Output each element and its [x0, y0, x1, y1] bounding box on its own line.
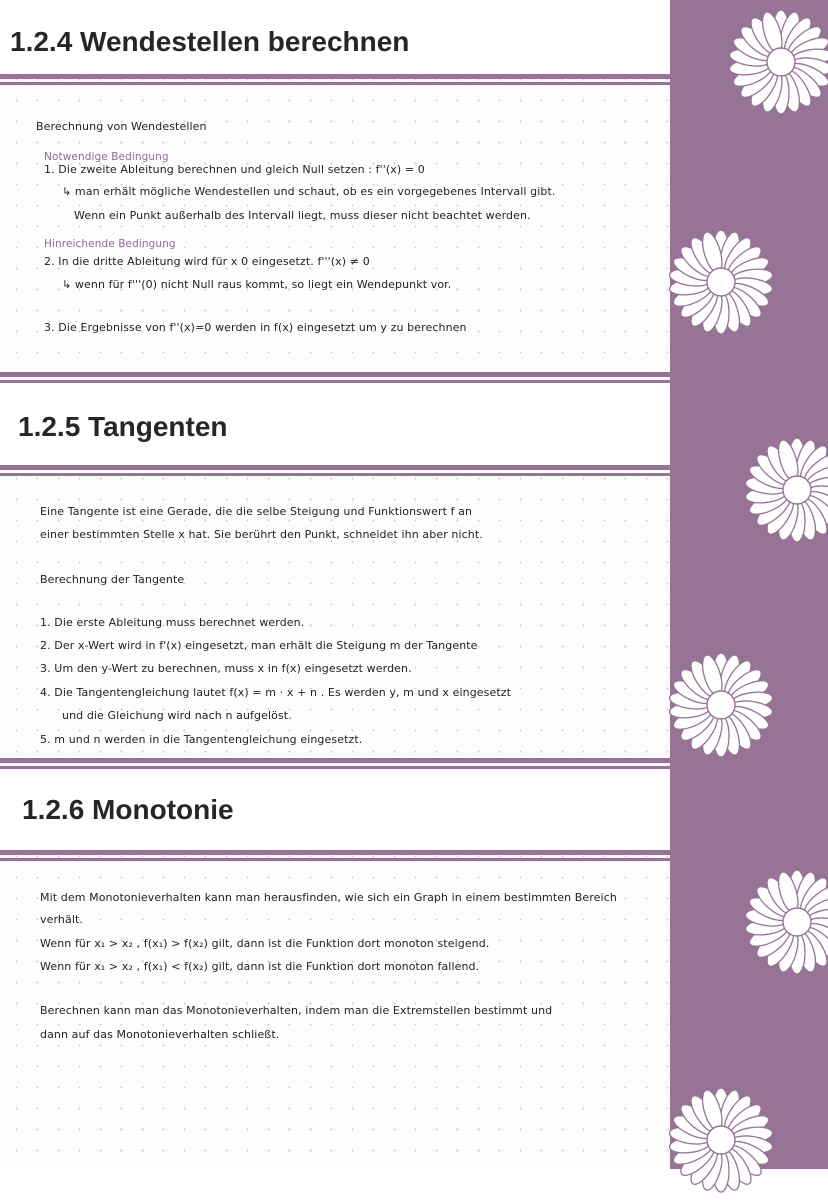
note-line: 1. Die erste Ableitung muss berechnet werden.	[40, 616, 305, 629]
divider	[0, 473, 670, 476]
section-title: 1.2.5 Tangenten	[18, 411, 228, 442]
note-line: einer bestimmten Stelle x hat. Sie berührt den Punkt, schneidet ihn aber nicht.	[40, 528, 483, 541]
flower-icon	[742, 860, 828, 985]
note-line: Wenn ein Punkt außerhalb des Intervall liegt, muss dieser nicht beachtet werden.	[74, 209, 531, 222]
divider	[0, 74, 670, 79]
note-line: ↳ wenn für f'''(0) nicht Null raus kommt, so liegt ein Wendepunkt vor.	[62, 278, 452, 291]
note-line: 2. In die dritte Ableitung wird für x 0 eingesetzt. f'''(x) ≠ 0	[44, 255, 370, 268]
divider	[0, 858, 670, 861]
decorative-sidebar	[670, 0, 828, 1169]
note-line: 5. m und n werden in die Tangentengleichung eingesetzt.	[40, 733, 363, 746]
note-line: ↳ man erhält mögliche Wendestellen und schaut, ob es ein vorgegebenes Intervall gibt.	[62, 185, 556, 198]
note-line: Eine Tangente ist eine Gerade, die die selbe Steigung und Funktionswert f an	[40, 505, 473, 518]
note-heading: Berechnung der Tangente	[40, 573, 185, 586]
divider	[0, 758, 670, 763]
note-heading: Berechnung von Wendestellen	[36, 120, 207, 133]
flower-icon	[666, 640, 776, 770]
note-line: 3. Die Ergebnisse von f''(x)=0 werden in f(x) eingesetzt um y zu berechnen	[44, 321, 467, 334]
condition-label: Hinreichende Bedingung	[44, 238, 176, 250]
flower-icon	[742, 430, 828, 550]
section-title: 1.2.4 Wendestellen berechnen	[10, 26, 410, 57]
note-line: Wenn für x₁ > x₂ , f(x₁) > f(x₂) gilt, dann ist die Funktion dort monoton steigend.	[40, 937, 490, 950]
note-line: und die Gleichung wird nach n aufgelöst.	[62, 709, 292, 722]
flower-icon	[726, 0, 828, 125]
condition-label: Notwendige Bedingung	[44, 151, 169, 163]
note-line: Berechnen kann man das Monotonieverhalten, indem man die Extremstellen bestimmt und	[40, 1004, 553, 1017]
divider	[0, 465, 670, 470]
note-line: 3. Um den y-Wert zu berechnen, muss x in f(x) eingesetzt werden.	[40, 662, 412, 675]
divider	[0, 850, 670, 855]
divider	[0, 372, 670, 377]
flower-icon	[666, 1080, 776, 1200]
section-title: 1.2.6 Monotonie	[22, 794, 234, 825]
note-line: 1. Die zweite Ableitung berechnen und gleich Null setzen : f''(x) = 0	[44, 163, 425, 176]
flower-icon	[666, 225, 776, 340]
note-line: 2. Der x-Wert wird in f'(x) eingesetzt, man erhält die Steigung m der Tangente	[40, 639, 478, 652]
note-line: dann auf das Monotonieverhalten schließt.	[40, 1028, 280, 1041]
note-line: Wenn für x₁ > x₂ , f(x₁) < f(x₂) gilt, dann ist die Funktion dort monoton fallend.	[40, 960, 480, 973]
note-line: 4. Die Tangentengleichung lautet f(x) = m · x + n . Es werden y, m und x eingesetzt	[40, 686, 512, 699]
note-line: Mit dem Monotonieverhalten kann man herausfinden, wie sich ein Graph in einem bestimmten Bereich	[40, 891, 617, 904]
note-line: verhält.	[40, 913, 83, 926]
divider	[0, 82, 670, 85]
